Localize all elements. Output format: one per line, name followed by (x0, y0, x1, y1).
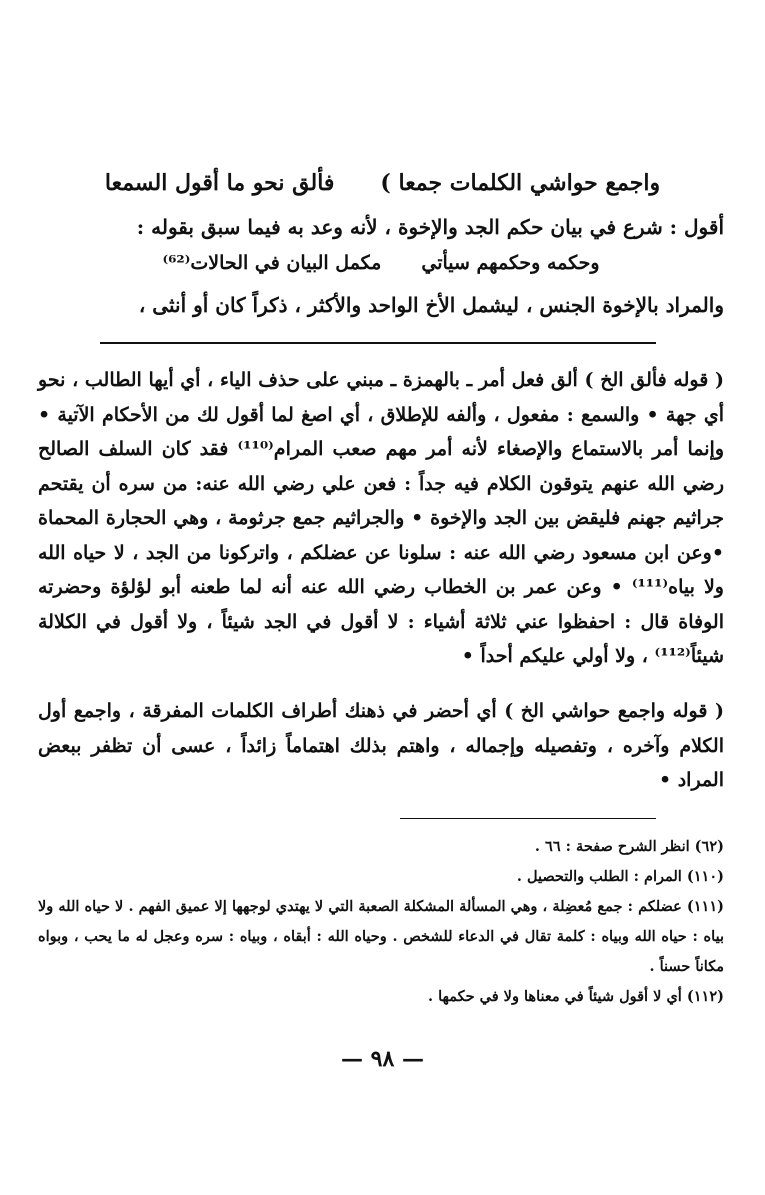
footnote-111: (١١١) عضلكم : جمع مُعضِلة ، وهي المسألة المشكلة الصعبة التي لا يهتدي لوجهها إلا عميق الفهم . لا حياه الله ولا بياه : حياه الله وبياه : كلمة تقال في الدعاء للشخص . وحياه الله : أبقاه ، وبياه : سره وعجل له ما يحب ، وبواه مكاناً حسناً . (38, 898, 724, 975)
explanation-line-1 (38, 206, 724, 249)
footnote-110: (١١٠) المرام : الطلب والتحصيل . (516, 868, 724, 885)
verse-first-hemistich: فألق نحو ما أقول السمعا (104, 170, 335, 196)
explanation-lead: أقول : (669, 215, 724, 239)
footnote-112: (١١٢) أي لا أقول شيئاً في معناها ولا في حكمها . (428, 988, 724, 1005)
commentary-block (38, 363, 724, 674)
explanation-text-1: شرع في بيان حكم الجد والإخوة ، لأنه وعد به فيما سبق بقوله : (136, 215, 663, 239)
explanation-line-2: والمراد بالإخوة الجنس ، ليشمل الأخ الواحد والأكثر ، ذكراً كان أو أنثى ، (138, 293, 724, 317)
quoted-verse-first: وحكمه وحكمهم سيأتي (421, 252, 600, 274)
verse-second-hemistich: واجمع حواشي الكلمات جمعا ) (380, 170, 661, 196)
commentary-paragraph-1: ( قوله فألق الخ ) ألق فعل أمر ـ بالهمزة ـ مبني على حذف الياء ، أي أيها الطالب ، نحو أي جهة • والسمع : مفعول ، وألفه للإطلاق ، أي اصغ لما أقول لك من الأحكام الآتية • وإنما أمر بالاستماع والإصغاء لأنه أمر مهم صعب المرام⁽¹¹⁰⁾ فقد كان السلف الصالح رضي الله عنهم يتوقون الكلام فيه جداً : فعن علي رضي الله عنه: من سره أن يقتحم جراثيم جهنم فليقض بين الجد والإخوة • والجراثيم جمع جرثومة ، وهي الحجارة المحماة •وعن ابن مسعود رضي الله عنه : سلونا عن عضلكم ، واتركونا من الجد ، لا حياه الله ولا بياه⁽¹¹¹⁾ • وعن عمر بن الخطاب رضي الله عنه أنه لما طعنه أبو لؤلؤة وحضرته الوفاة قال : احفظوا عني ثلاثة أشياء : لا أقول في الجد شيئاً ، ولا أقول في الكلالة شيئاً⁽¹¹²⁾ ، ولا أولي عليكم أحداً • (38, 369, 724, 667)
quoted-verse (38, 252, 724, 274)
explanation-block-2 (38, 284, 724, 327)
main-verse (0, 170, 765, 196)
page-number: — ٩٨ — (341, 1046, 424, 1072)
footnote-62: (٦٢) انظر الشرح صفحة : ٦٦ . (534, 838, 724, 855)
explanation-block (38, 206, 724, 249)
section-divider (100, 342, 656, 344)
commentary-paragraph-2: ( قوله واجمع حواشي الخ ) أي أحضر في ذهنك أطراف الكلمات المفرقة ، واجمع أول الكلام وآخره ، وتفصيله وإجماله ، واهتم بذلك اهتماماً زائداً ، عسى أن تظفر ببعض المراد • (38, 700, 724, 791)
footnotes-block (38, 832, 724, 1012)
commentary-block-2 (38, 694, 724, 798)
footnote-divider (400, 818, 656, 819)
quoted-verse-second: مكمل البيان في الحالات⁽⁶²⁾ (162, 252, 382, 274)
